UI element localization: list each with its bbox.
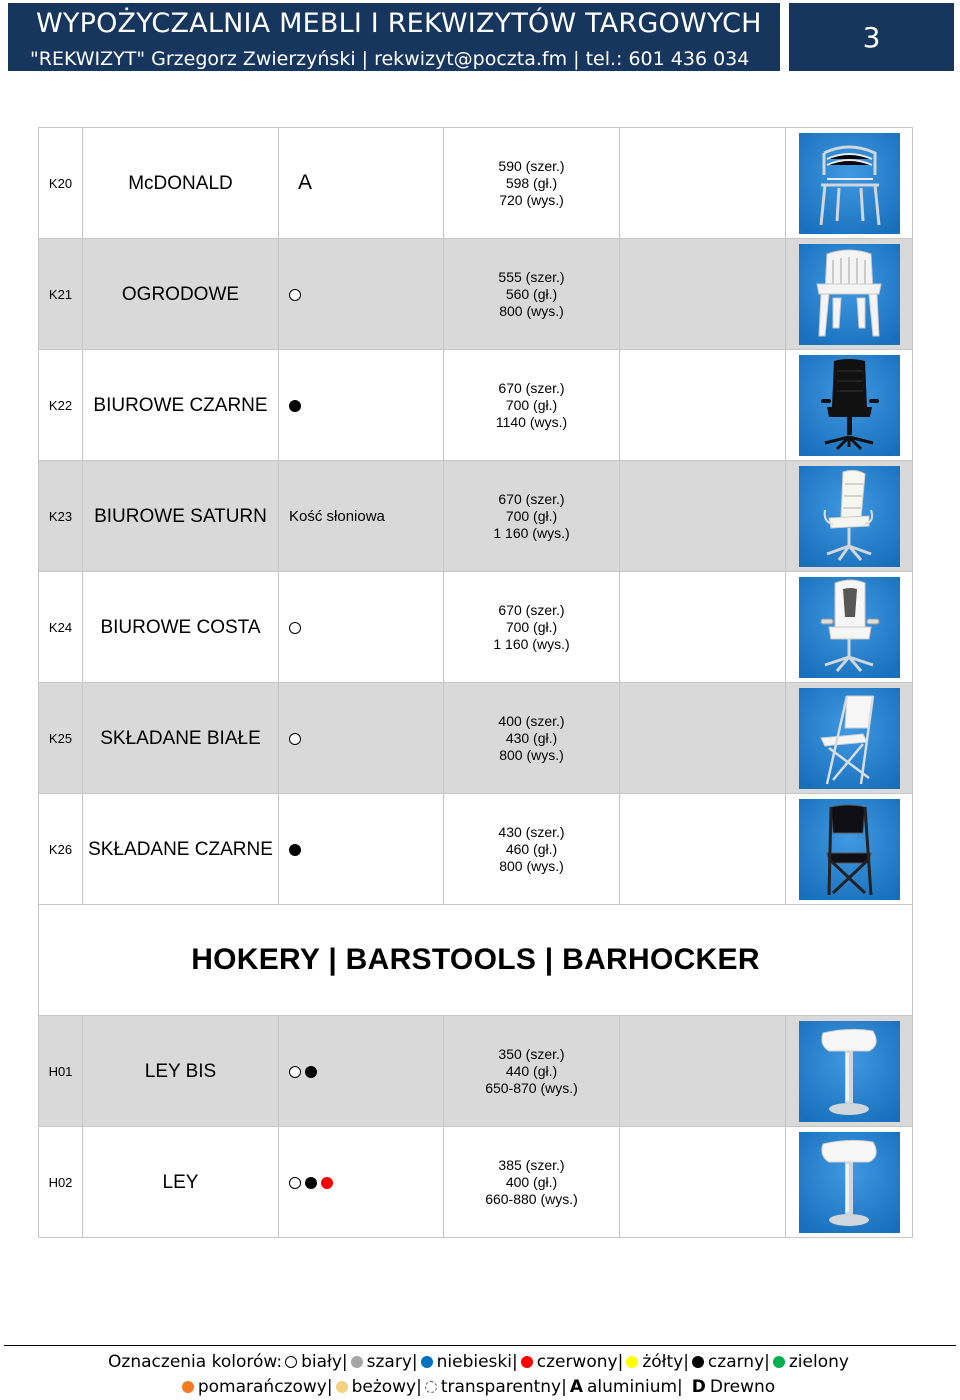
section-heading-row xyxy=(39,905,913,1016)
dimension-line: 650-870 (wys.) xyxy=(485,1079,578,1096)
dimension-line: 700 (gł.) xyxy=(505,618,558,635)
dimension-line: 430 (szer.) xyxy=(498,823,565,840)
product-photo-cell xyxy=(786,572,913,683)
dimension-line: 460 (gł.) xyxy=(505,840,558,857)
legend-line-1 xyxy=(0,1350,960,1375)
dimension-line: 430 (gł.) xyxy=(505,729,558,746)
white-bar-stool-image xyxy=(799,1021,900,1122)
color-dot-black-icon xyxy=(289,844,301,856)
footer-divider xyxy=(4,1345,956,1346)
dimension-line: 660-880 (wys.) xyxy=(485,1190,578,1207)
product-photo-cell xyxy=(786,350,913,461)
product-colors xyxy=(279,1016,444,1127)
product-colors xyxy=(279,128,444,239)
product-row xyxy=(39,350,913,461)
legend-wood-letter: D xyxy=(691,1377,706,1397)
product-photo-cell xyxy=(786,128,913,239)
product-name: SKŁADANE BIAŁE xyxy=(83,683,279,794)
product-name: LEY BIS xyxy=(83,1016,279,1127)
white-folding-chair-image xyxy=(799,688,900,789)
product-colors xyxy=(279,683,444,794)
product-row xyxy=(39,461,913,572)
dimension-line: 1140 (wys.) xyxy=(495,413,568,430)
legend-aluminium-letter: A xyxy=(569,1377,584,1397)
product-row xyxy=(39,794,913,905)
dimension-line: 400 (gł.) xyxy=(505,1173,558,1190)
legend-label: niebieski| xyxy=(436,1352,518,1372)
dimension-line: 400 (szer.) xyxy=(498,712,565,729)
empty-cell xyxy=(620,1016,786,1127)
product-dimensions xyxy=(444,461,620,572)
empty-cell xyxy=(620,128,786,239)
legend-black-dot-icon xyxy=(692,1356,704,1368)
product-code: K26 xyxy=(39,794,83,905)
dimension-line: 560 (gł.) xyxy=(505,285,558,302)
dimension-line: 350 (szer.) xyxy=(498,1045,565,1062)
white-office-chair-image xyxy=(799,577,900,678)
product-code: H01 xyxy=(39,1016,83,1127)
product-dimensions xyxy=(444,794,620,905)
dimension-line: 1 160 (wys.) xyxy=(493,635,570,652)
dimension-line: 555 (szer.) xyxy=(498,268,565,285)
legend-label: transparentny| xyxy=(440,1377,567,1397)
product-row xyxy=(39,683,913,794)
product-name: BIUROWE COSTA xyxy=(83,572,279,683)
dimension-line: 700 (gł.) xyxy=(505,396,558,413)
product-code: K25 xyxy=(39,683,83,794)
color-legend xyxy=(0,1350,960,1400)
product-code: K23 xyxy=(39,461,83,572)
color-dot-white-icon xyxy=(289,1177,301,1189)
legend-aluminium-label: aluminium| xyxy=(587,1377,683,1397)
dimension-line: 700 (gł.) xyxy=(505,507,558,524)
color-text: Kość słoniowa xyxy=(289,507,385,525)
dimension-line: 590 (szer.) xyxy=(498,157,565,174)
empty-cell xyxy=(620,794,786,905)
product-photo-cell xyxy=(786,239,913,350)
legend-label: zielony xyxy=(788,1352,849,1372)
legend-orange-dot-icon xyxy=(182,1381,194,1393)
color-dot-white-icon xyxy=(289,733,301,745)
empty-cell xyxy=(620,239,786,350)
black-office-chair-image xyxy=(799,355,900,456)
product-dimensions xyxy=(444,572,620,683)
legend-beige-dot-icon xyxy=(336,1381,348,1393)
product-photo-cell xyxy=(786,794,913,905)
empty-cell xyxy=(620,683,786,794)
empty-cell xyxy=(620,1127,786,1238)
color-dot-white-icon xyxy=(289,622,301,634)
color-dot-black-icon xyxy=(289,400,301,412)
product-code: K24 xyxy=(39,572,83,683)
legend-label: pomarańczowy| xyxy=(197,1377,333,1397)
product-code: K22 xyxy=(39,350,83,461)
product-dimensions xyxy=(444,683,620,794)
product-name: BIUROWE CZARNE xyxy=(83,350,279,461)
product-name: LEY xyxy=(83,1127,279,1238)
product-name: McDONALD xyxy=(83,128,279,239)
legend-label: żółty| xyxy=(642,1352,689,1372)
empty-cell xyxy=(620,572,786,683)
color-dot-black-icon xyxy=(305,1066,317,1078)
catalog-table xyxy=(38,127,913,1238)
legend-label: beżowy| xyxy=(351,1377,422,1397)
legend-wood-label: Drewno xyxy=(709,1377,776,1397)
product-photo-cell xyxy=(786,683,913,794)
product-colors xyxy=(279,350,444,461)
product-dimensions xyxy=(444,128,620,239)
ivory-office-chair-image xyxy=(799,466,900,567)
dimension-line: 800 (wys.) xyxy=(499,857,564,874)
product-name: OGRODOWE xyxy=(83,239,279,350)
product-name: SKŁADANE CZARNE xyxy=(83,794,279,905)
legend-yellow-dot-icon xyxy=(626,1356,638,1368)
garden-chair-image xyxy=(799,244,900,345)
dimension-line: 800 (wys.) xyxy=(499,746,564,763)
legend-label: szary| xyxy=(366,1352,418,1372)
product-colors xyxy=(279,794,444,905)
dimension-line: 598 (gł.) xyxy=(505,174,558,191)
dimension-line: 800 (wys.) xyxy=(499,302,564,319)
empty-cell xyxy=(620,461,786,572)
dimension-line: 670 (szer.) xyxy=(498,379,565,396)
product-dimensions xyxy=(444,1016,620,1127)
company-title: WYPOŻYCZALNIA MEBLI I REKWIZYTÓW TARGOWYCH xyxy=(36,8,762,39)
product-dimensions xyxy=(444,239,620,350)
header-banner xyxy=(8,3,780,71)
color-dot-black-icon xyxy=(305,1177,317,1189)
dimension-line: 670 (szer.) xyxy=(498,490,565,507)
legend-label: czerwony| xyxy=(536,1352,624,1372)
dimension-line: 670 (szer.) xyxy=(498,601,565,618)
product-photo-cell xyxy=(786,1127,913,1238)
color-text: A xyxy=(298,171,313,194)
product-photo-cell xyxy=(786,1016,913,1127)
legend-prefix: Oznaczenia kolorów: xyxy=(108,1352,283,1372)
product-colors xyxy=(279,572,444,683)
product-colors xyxy=(279,1127,444,1238)
company-contact: "REKWIZYT" Grzegorz Zwierzyński | rekwizyt@poczta.fm | tel.: 601 436 034 xyxy=(30,48,750,70)
section-heading: HOKERY | BARSTOOLS | BARHOCKER xyxy=(39,905,913,1016)
product-dimensions xyxy=(444,1127,620,1238)
page-number: 3 xyxy=(789,3,954,71)
dimension-line: 440 (gł.) xyxy=(505,1062,558,1079)
legend-red-dot-icon xyxy=(521,1356,533,1368)
dimension-line: 385 (szer.) xyxy=(498,1156,565,1173)
product-row xyxy=(39,128,913,239)
product-row xyxy=(39,239,913,350)
dimension-line: 720 (wys.) xyxy=(499,191,564,208)
white-bar-stool-image xyxy=(799,1132,900,1233)
legend-white-dot-icon xyxy=(285,1356,297,1368)
product-colors xyxy=(279,239,444,350)
product-code: H02 xyxy=(39,1127,83,1238)
legend-transp-dot-icon xyxy=(425,1381,437,1393)
product-name: BIUROWE SATURN xyxy=(83,461,279,572)
product-row xyxy=(39,1127,913,1238)
legend-label: biały| xyxy=(301,1352,348,1372)
legend-blue-dot-icon xyxy=(421,1356,433,1368)
product-row xyxy=(39,572,913,683)
product-colors xyxy=(279,461,444,572)
color-dot-red-icon xyxy=(321,1177,333,1189)
legend-line-2 xyxy=(0,1375,960,1400)
color-dot-white-icon xyxy=(289,1066,301,1078)
legend-label: czarny| xyxy=(707,1352,770,1372)
product-row xyxy=(39,1016,913,1127)
dimension-line: 1 160 (wys.) xyxy=(493,524,570,541)
empty-cell xyxy=(620,350,786,461)
legend-green-dot-icon xyxy=(773,1356,785,1368)
black-folding-chair-image xyxy=(799,799,900,900)
color-dot-white-icon xyxy=(289,289,301,301)
aluminium-chair-image xyxy=(799,133,900,234)
legend-grey-dot-icon xyxy=(351,1356,363,1368)
product-dimensions xyxy=(444,350,620,461)
product-code: K21 xyxy=(39,239,83,350)
product-photo-cell xyxy=(786,461,913,572)
product-code: K20 xyxy=(39,128,83,239)
